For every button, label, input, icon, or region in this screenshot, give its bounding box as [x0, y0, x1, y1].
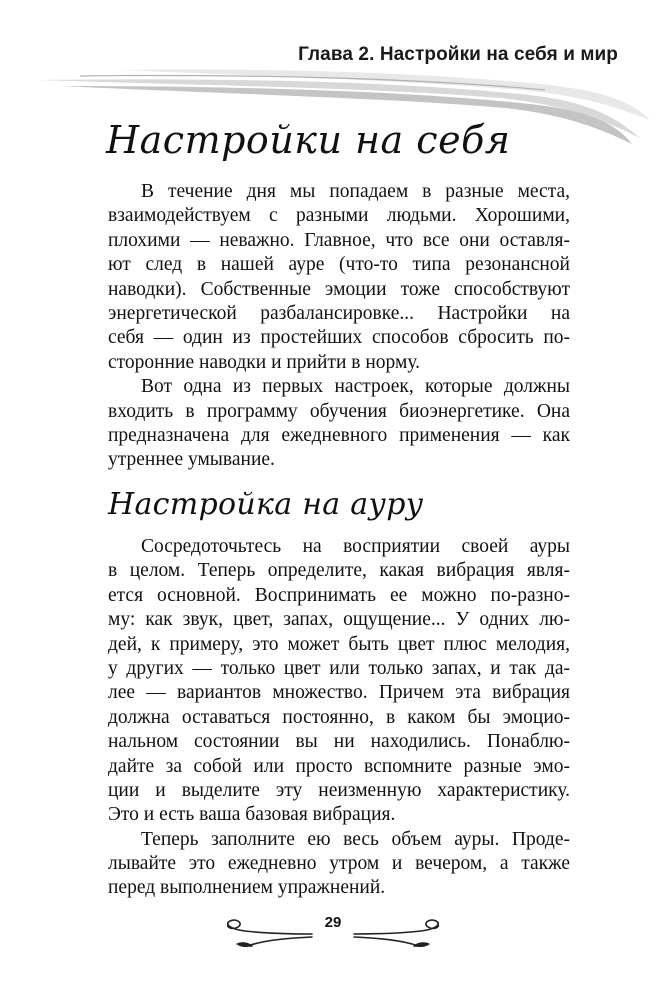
page-number: 29 — [324, 914, 342, 931]
paragraph-line: лывайте это ежедневно утром и вечером, а также — [108, 853, 570, 875]
paragraph-line: Теперь заполните ею весь объем ауры. Проде- — [141, 828, 570, 850]
paragraph-line: себя — один из простейших способов сбросить по- — [108, 327, 570, 349]
paragraph-line: плохими — неважно. Главное, что все они оставля- — [108, 229, 570, 251]
paragraph-line: Это и есть ваша базовая вибрация. — [108, 804, 396, 826]
text-block-intro — [108, 180, 570, 473]
paragraph-line: перед выполнением упражнений. — [108, 877, 386, 899]
text-block-aura — [108, 535, 570, 901]
running-head: Глава 2. Настройки на себя и мир — [298, 44, 618, 65]
paragraph-line: Вот одна из первых настроек, которые должны — [141, 376, 570, 398]
paragraph-line: ции и выделите эту неизменную характеристику. — [108, 779, 570, 801]
paragraph-line: ется основной. Воспринимать ее можно по-разно- — [108, 584, 570, 606]
paragraph-line: предназначена для ежедневного применения — как — [108, 424, 570, 446]
paragraph-line: в целом. Теперь определите, какая вибрация явля- — [108, 560, 570, 582]
paragraph-line: нальном состоянии вы ни находились. Понаблю- — [108, 731, 570, 753]
paragraph-line: му: как звук, цвет, запах, ощущение... У одних лю- — [108, 609, 570, 631]
paragraph-line: Сосредоточьтесь на восприятии своей ауры — [141, 536, 570, 557]
section-heading: Настройки на себя — [106, 118, 511, 162]
paragraph-line: взаимодействуем с разными людьми. Хорошими, — [108, 205, 570, 227]
paragraph-line: утреннее умывание. — [108, 449, 275, 471]
paragraph-line: лее — вариантов множество. Причем эта вибрация — [108, 682, 570, 704]
paragraph-line: В течение дня мы попадаем в разные места, — [141, 181, 570, 202]
paragraph-line: должна оставаться постоянно, в каком бы эмоцио- — [108, 706, 570, 728]
paragraph-line: наводки). Собственные эмоции тоже способствуют — [108, 278, 570, 300]
paragraph-line: дайте за собой или просто вспомните разные эмо- — [108, 755, 570, 777]
subsection-heading: Настройка на ауру — [108, 487, 424, 522]
paragraph-line: ют след в нашей ауре (что-то типа резонансной — [108, 254, 570, 276]
paragraph-line: дей, к примеру, это может быть цвет плюс мелодия, — [108, 633, 570, 655]
paragraph-line: энергетической разбалансировке... Настройки на — [108, 302, 570, 324]
paragraph-line: сторонние наводки и прийти в норму. — [108, 351, 420, 373]
paragraph-line: входить в программу обучения биоэнергетике. Она — [108, 400, 570, 422]
paragraph-line: у других — только цвет или только запах, и так да- — [108, 657, 570, 679]
